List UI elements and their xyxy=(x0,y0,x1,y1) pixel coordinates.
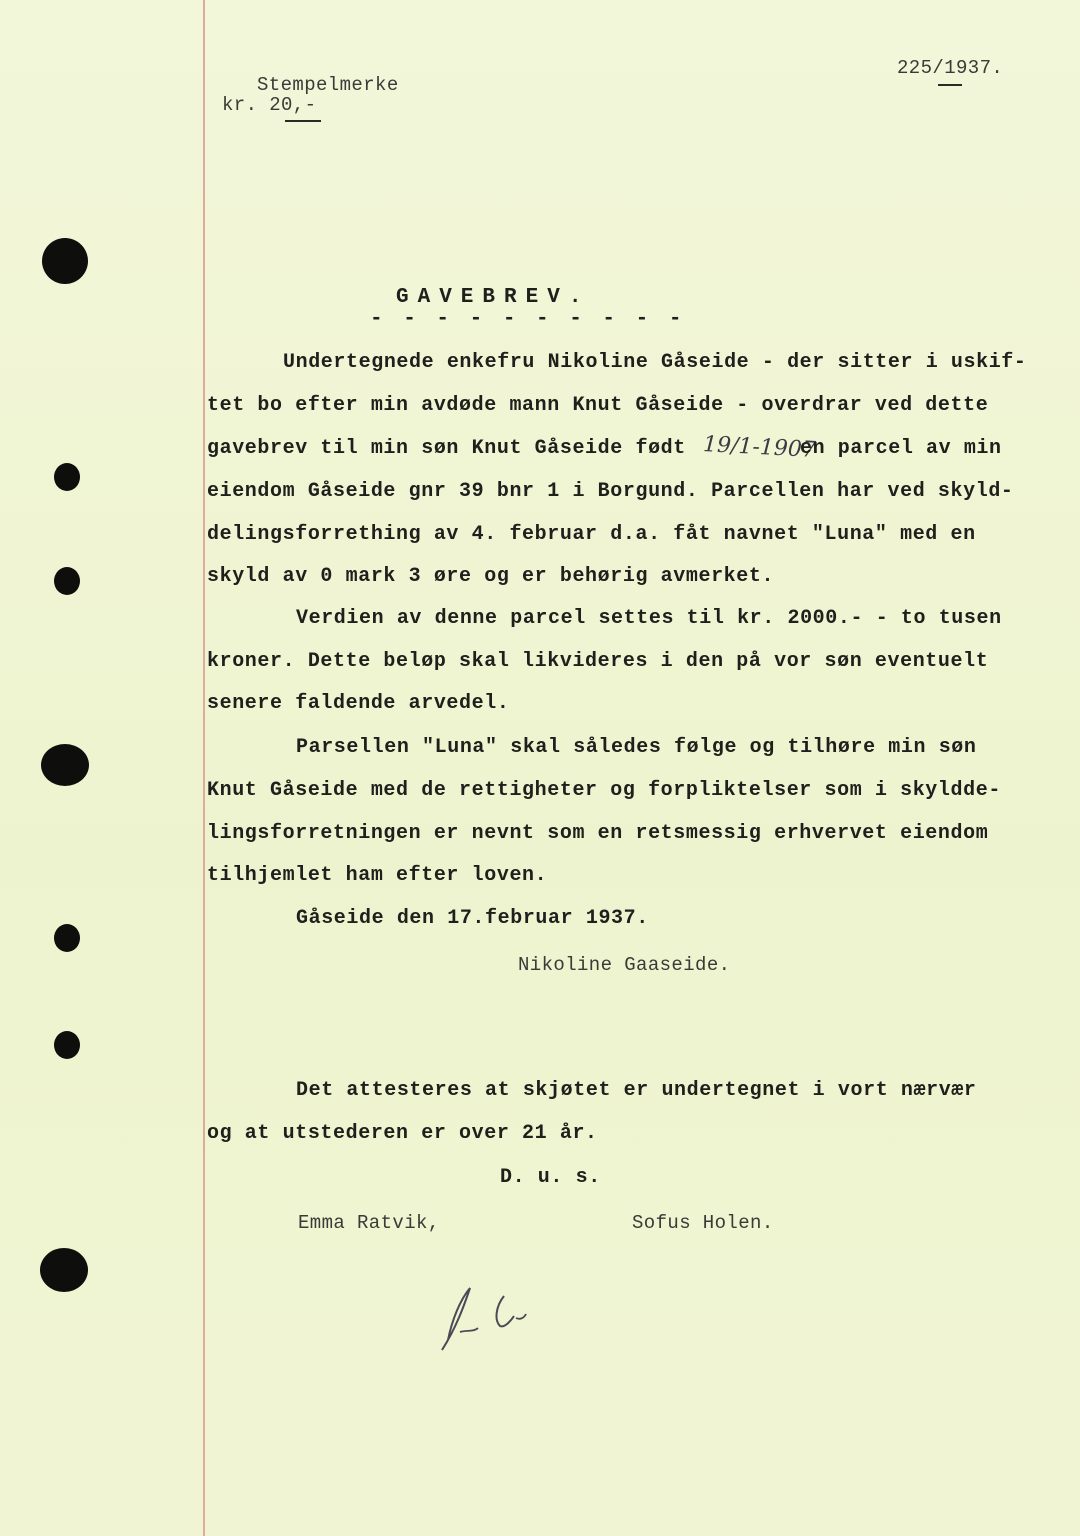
stamp-label: Stempelmerke xyxy=(257,74,399,96)
witness-name: Emma Ratvik, xyxy=(298,1212,440,1234)
attestation-line: og at utstederen er over 21 år. xyxy=(207,1122,598,1145)
body-line: lingsforretningen er nevnt som en retsmessig erhvervet eiendom xyxy=(207,822,989,845)
body-line: Undertegnede enkefru Nikoline Gåseide - der sitter i uskif- xyxy=(283,351,1027,374)
document-number: 225/1937. xyxy=(897,57,1004,79)
doc-number-underline xyxy=(938,84,962,86)
punch-hole xyxy=(54,567,80,595)
body-line: senere faldende arvedel. xyxy=(207,692,510,715)
punch-hole xyxy=(42,238,88,284)
signer-name: Nikoline Gaaseide. xyxy=(518,954,731,976)
body-line: delingsforrething av 4. februar d.a. fåt navnet "Luna" med en xyxy=(207,523,976,546)
body-line: en parcel av min xyxy=(800,437,1002,460)
handwritten-birthdate: 19/1-1907 xyxy=(702,432,817,463)
body-line: kroner. Dette beløp skal likvideres i den på vor søn eventuelt xyxy=(207,650,989,673)
attestation-line: Det attesteres at skjøtet er undertegnet i vort nærvær xyxy=(296,1079,977,1102)
handwritten-initials xyxy=(430,1270,550,1360)
punch-hole xyxy=(54,463,80,491)
body-line: Knut Gåseide med de rettigheter og forpliktelser som i skyldde- xyxy=(207,779,1001,802)
title-rule: - - - - - - - - - - xyxy=(370,308,686,331)
body-line: tet bo efter min avdøde mann Knut Gåseide - overdrar ved dette xyxy=(207,394,989,417)
body-line: Verdien av denne parcel settes til kr. 2000.- - to tusen xyxy=(296,607,1002,630)
witness-name: Sofus Holen. xyxy=(632,1212,774,1234)
body-line: Parsellen "Luna" skal således følge og tilhøre min søn xyxy=(296,736,977,759)
place-date: Gåseide den 17.februar 1937. xyxy=(296,907,649,930)
margin-rule xyxy=(203,0,205,1536)
body-line: skyld av 0 mark 3 øre og er behørig avmerket. xyxy=(207,565,775,588)
punch-hole xyxy=(54,1031,80,1059)
stamp-underline xyxy=(285,120,321,122)
body-line: tilhjemlet ham efter loven. xyxy=(207,864,548,887)
punch-hole xyxy=(40,1248,88,1292)
punch-hole xyxy=(54,924,80,952)
body-line: gavebrev til min søn Knut Gåseide født xyxy=(207,437,686,460)
stamp-value: kr. 20,- xyxy=(222,94,317,116)
dus-abbreviation: D. u. s. xyxy=(500,1166,601,1189)
punch-hole xyxy=(41,744,89,786)
document-title: GAVEBREV. xyxy=(396,286,591,309)
body-line: eiendom Gåseide gnr 39 bnr 1 i Borgund. Parcellen har ved skyld- xyxy=(207,480,1014,503)
